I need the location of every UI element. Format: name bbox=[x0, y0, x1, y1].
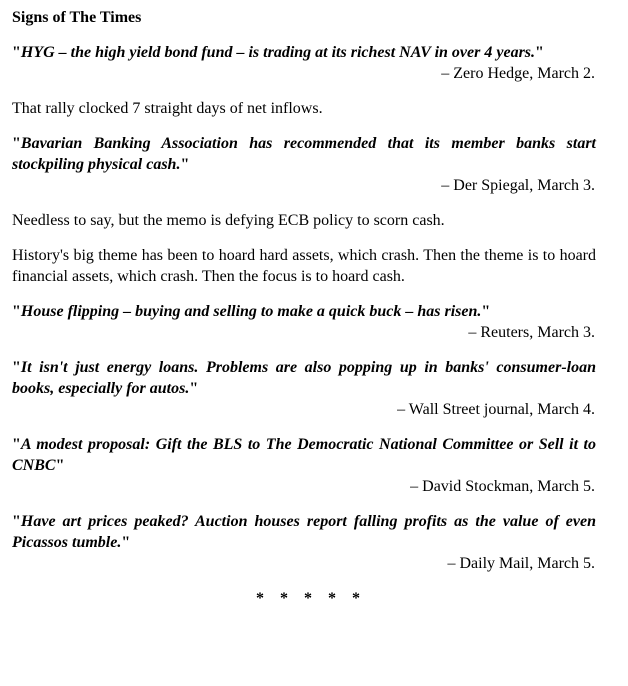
quote-source: – Der Spiegal, March 3. bbox=[441, 177, 595, 194]
quote-text: "Bavarian Banking Association has recommended that its member banks start stockpiling physical cash." bbox=[12, 135, 596, 173]
quote-source: – Zero Hedge, March 2. bbox=[441, 65, 595, 82]
section-separator: * * * * * bbox=[256, 590, 366, 607]
commentary-paragraph: Needless to say, but the memo is defying ECB policy to scorn cash. bbox=[12, 212, 445, 229]
quote-text: "Have art prices peaked? Auction houses report falling profits as the value of even Picassos tumble." bbox=[12, 513, 596, 551]
quote-text: "House flipping – buying and selling to make a quick buck – has risen." bbox=[12, 303, 491, 320]
quote-source: – Wall Street journal, March 4. bbox=[397, 401, 595, 418]
commentary-paragraph: That rally clocked 7 straight days of net inflows. bbox=[12, 100, 323, 117]
quote-source: – Daily Mail, March 5. bbox=[447, 555, 595, 572]
quote-source: – Reuters, March 3. bbox=[468, 324, 595, 341]
commentary-paragraph: History's big theme has been to hoard hard assets, which crash. Then the theme is to hoard financial assets, which crash. Then the focus is to hoard cash. bbox=[12, 247, 596, 285]
quote-text: "HYG – the high yield bond fund – is trading at its richest NAV in over 4 years." bbox=[12, 44, 544, 61]
page-title: Signs of The Times bbox=[12, 9, 142, 26]
quote-source: – David Stockman, March 5. bbox=[410, 478, 595, 495]
quote-text: "It isn't just energy loans. Problems are also popping up in banks' consumer-loan books, especially for autos." bbox=[12, 359, 596, 397]
article bbox=[12, 8, 596, 609]
quote-text: "A modest proposal: Gift the BLS to The Democratic National Committee or Sell it to CNBC" bbox=[12, 436, 596, 474]
